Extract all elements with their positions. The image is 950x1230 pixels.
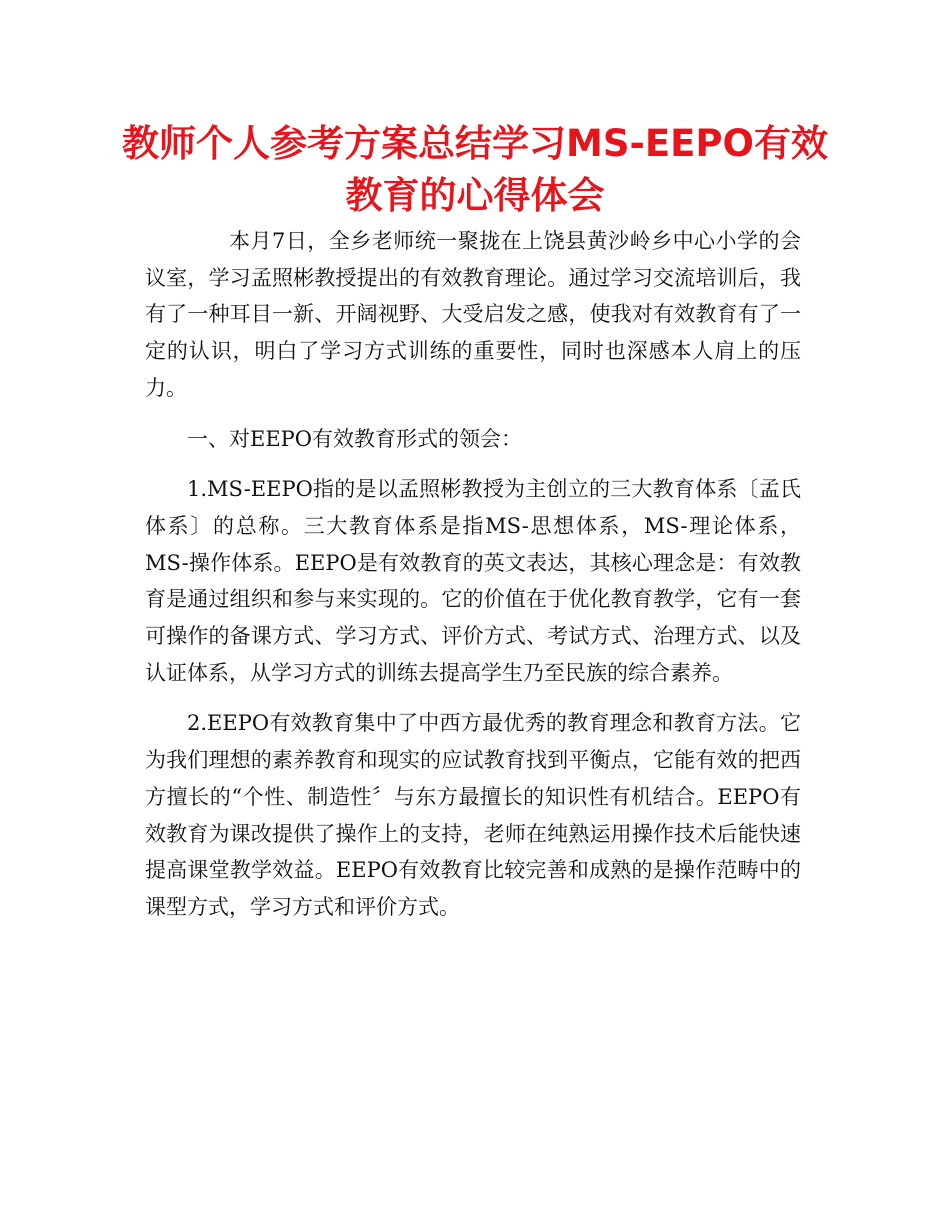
paragraph-intro: 本月7日，全乡老师统一聚拢在上饶县黄沙岭乡中心小学的会议室，学习孟照彬教授提出的有效教育理论。通过学习交流培训后，我有了一种耳目一新、开阔视野、大受启发之感，使我对有效教育有了一定的认识，明白了学习方式训练的重要性，同时也深感本人肩上的压力。 bbox=[145, 229, 801, 400]
document-body bbox=[145, 223, 801, 940]
paragraph-point-1: 1.MS-EEPO指的是以孟照彬教授为主创立的三大教育体系〔孟氏体系〕的总称。三大教育体系是指MS-思想体系，MS-理论体系，MS-操作体系。EEPO是有效教育的英文表达，其核心理念是：有效教育是通过组织和参与来实现的。它的价值在于优化教育教学，它有一套可操作的备课方式、学习方式、评价方式、考试方式、治理方式、以及认证体系，从学习方式的训练去提高学生乃至民族的综合素养。 bbox=[145, 477, 801, 685]
document-title: 教师个人参考方案总结学习MS-EEPO有效教育的心得体会 bbox=[122, 122, 828, 217]
paragraph-point-2: 2.EEPO有效教育集中了中西方最优秀的教育理念和教育方法。它为我们理想的素养教育和现实的应试教育找到平衡点，它能有效的把西方擅长的“个性、制造性〞与东方最擅长的知识性有机结合。EEPO有效教育为课改提供了操作上的支持，老师在纯熟运用操作技术后能快速提高课堂教学效益。EEPO有效教育比较完善和成熟的是操作范畴中的课型方式，学习方式和评价方式。 bbox=[145, 711, 801, 919]
section-heading: 一、对EEPO有效教育形式的领会： bbox=[187, 426, 523, 451]
